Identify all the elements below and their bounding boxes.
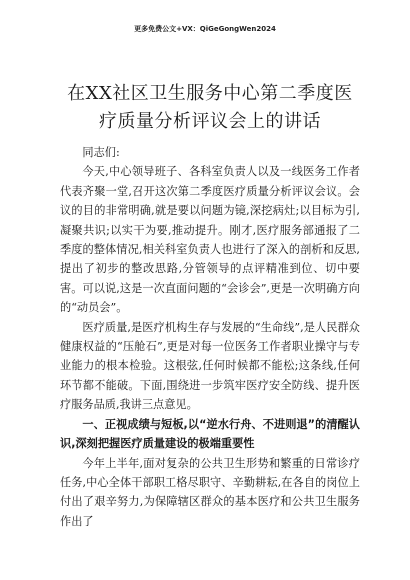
document-body: [60, 143, 360, 531]
paragraph-1: 今天,中心领导班子、各科室负责人以及一线医务工作者代表齐聚一堂,召开这次第二季度医疗质量分析评议会议。会议的目的非常明确,就是要以问题为镜,深挖病灶;以目标为引,凝聚共识;以实干为要,推动提升。刚才,医疗服务部通报了二季度的整体情况,相关科室负责人也进行了深入的剖析和反思,提出了初步的整改思路,分管领导的点评精准到位、切中要害。可以说,这是一次直面问题的“会诊会”,更是一次明确方向的“动员会”。: [60, 165, 360, 315]
section-heading: 一、正视成绩与短板,以“逆水行舟、不进则退”的清醒认识,深刻把握医疗质量建设的极端重要性: [60, 417, 360, 451]
salutation: 同志们:: [82, 146, 120, 159]
document-title: 在XX社区卫生服务中心第二季度医疗质量分析评议会上的讲话: [67, 83, 353, 132]
section-paragraph: 今年上半年,面对复杂的公共卫生形势和繁重的日常诊疗任务,中心全体干部职工格尽职守、辛勤耕耘,在各自的岗位上付出了艰辛努力,为保障辖区群众的基本医疗和公共卫生服务作出了: [60, 456, 360, 528]
watermark-header: 更多免费公文+VX：QiGeGongWen2024: [134, 25, 276, 33]
paragraph-2: 医疗质量,是医疗机构生存与发展的“生命线”,是人民群众健康权益的“压舱石”,更是对每一位医务工作者职业操守与专业能力的根本检验。这根弦,任何时候都不能松;这条线,任何环节都不能破。下面,围绕进一步筑牢医疗安全防线、提升医疗服务品质,我讲三点意见。: [60, 320, 360, 412]
